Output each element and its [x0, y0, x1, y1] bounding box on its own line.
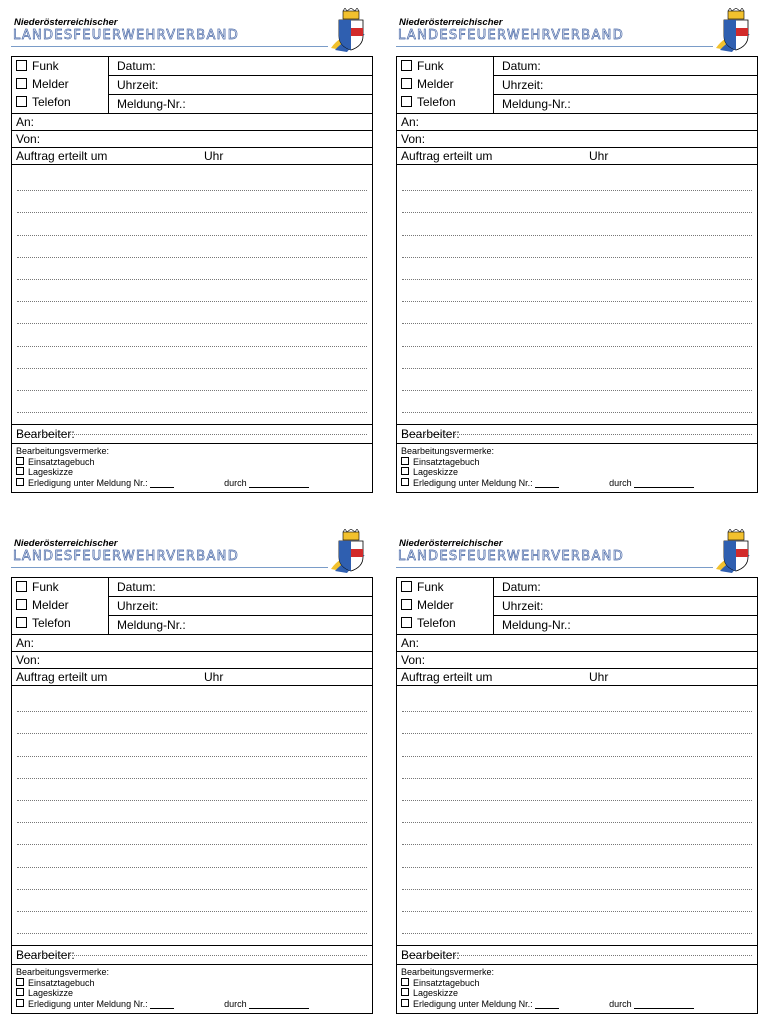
meldung-nr-field[interactable]: Meldung-Nr.: [117, 97, 186, 111]
writing-line [402, 236, 752, 258]
checkbox-telefon[interactable]: Telefon [12, 93, 108, 111]
checkbox-funk[interactable]: Funk [12, 57, 108, 75]
checkbox-square-icon[interactable] [401, 599, 412, 610]
writing-line [17, 690, 367, 712]
checkbox-erledigung[interactable]: Erledigung unter Meldung Nr.: durch [16, 478, 372, 489]
writing-line [402, 213, 752, 235]
checkbox-einsatztagebuch[interactable]: Einsatztagebuch [401, 457, 757, 468]
auftrag-field[interactable]: Auftrag erteilt um Uhr [397, 669, 757, 686]
von-field[interactable]: Von: [12, 131, 372, 148]
checkbox-square-icon[interactable] [401, 457, 409, 465]
checkbox-square-icon[interactable] [16, 60, 27, 71]
processing-notes [12, 444, 372, 492]
message-text-area[interactable] [12, 165, 372, 425]
checkbox-erledigung[interactable]: Erledigung unter Meldung Nr.: durch [401, 478, 757, 489]
writing-line [402, 191, 752, 213]
checkbox-square-icon[interactable] [401, 978, 409, 986]
organization-name: Niederösterreichischer [399, 538, 503, 549]
an-field[interactable]: An: [12, 635, 372, 652]
meldung-nr-blank[interactable] [535, 1008, 559, 1009]
checkbox-square-icon[interactable] [16, 478, 24, 486]
message-form [11, 56, 373, 493]
writing-line [17, 801, 367, 823]
writing-line [17, 779, 367, 801]
writing-line [402, 757, 752, 779]
checkbox-melder[interactable]: Melder [12, 75, 108, 93]
meldung-nr-field[interactable]: Meldung-Nr.: [502, 618, 571, 632]
writing-line [17, 890, 367, 912]
message-text-area[interactable] [12, 686, 372, 946]
von-field[interactable]: Von: [397, 131, 757, 148]
coat-of-arms-icon [329, 8, 369, 52]
writing-line [17, 757, 367, 779]
writing-line [402, 712, 752, 734]
form-header [396, 6, 758, 56]
organization-name: Niederösterreichischer [399, 17, 503, 28]
header-rule [11, 567, 328, 568]
brand-wordmark: LANDESFEUERWEHRVERBAND [13, 549, 240, 564]
writing-line [402, 890, 752, 912]
an-field[interactable]: An: [397, 114, 757, 131]
uhrzeit-field[interactable]: Uhrzeit: [494, 597, 757, 616]
writing-line [17, 280, 367, 302]
checkbox-melder[interactable]: Melder [397, 596, 493, 614]
organization-name: Niederösterreichischer [14, 17, 118, 28]
bearbeiter-field[interactable]: Bearbeiter: [12, 425, 372, 444]
von-field[interactable]: Von: [12, 652, 372, 669]
writing-line [17, 391, 367, 413]
notes-heading: Bearbeitungsvermerke: [401, 446, 495, 456]
checkbox-lageskizze[interactable]: Lageskizze [401, 467, 757, 478]
writing-line [17, 369, 367, 391]
checkbox-square-icon[interactable] [401, 617, 412, 628]
coat-of-arms-icon [329, 529, 369, 573]
message-form [396, 577, 758, 1014]
checkbox-telefon[interactable]: Telefon [12, 614, 108, 632]
notes-heading: Bearbeitungsvermerke: [401, 967, 495, 977]
writing-line [402, 391, 752, 413]
checkbox-square-icon[interactable] [401, 78, 412, 89]
meldung-nr-field[interactable]: Meldung-Nr.: [117, 618, 186, 632]
meldung-nr-field[interactable]: Meldung-Nr.: [502, 97, 571, 111]
writing-line [402, 302, 752, 324]
checkbox-melder[interactable]: Melder [397, 75, 493, 93]
writing-line [402, 845, 752, 867]
checkbox-funk[interactable]: Funk [397, 57, 493, 75]
message-form [11, 577, 373, 1014]
checkbox-erledigung[interactable]: Erledigung unter Meldung Nr.: durch [16, 999, 372, 1010]
meldung-nr-blank[interactable] [535, 487, 559, 488]
datum-field[interactable]: Datum: [494, 578, 757, 597]
writing-line [17, 191, 367, 213]
message-form-card [11, 6, 373, 493]
checkbox-square-icon[interactable] [401, 96, 412, 107]
writing-line [402, 690, 752, 712]
datum-field[interactable]: Datum: [109, 57, 372, 76]
checkbox-lageskizze[interactable]: Lageskizze [16, 467, 372, 478]
writing-line [402, 369, 752, 391]
form-header [396, 527, 758, 577]
writing-line [17, 347, 367, 369]
writing-line [402, 280, 752, 302]
writing-line [17, 324, 367, 346]
von-field[interactable]: Von: [397, 652, 757, 669]
notes-heading: Bearbeitungsvermerke: [16, 967, 110, 977]
writing-line [17, 169, 367, 191]
writing-line [402, 734, 752, 756]
writing-line [17, 912, 367, 934]
checkbox-square-icon[interactable] [16, 467, 24, 475]
checkbox-melder[interactable]: Melder [12, 596, 108, 614]
checkbox-square-icon[interactable] [16, 78, 27, 89]
datum-field[interactable]: Datum: [109, 578, 372, 597]
durch-blank[interactable] [634, 1008, 694, 1009]
bearbeiter-field[interactable]: Bearbeiter: [12, 946, 372, 965]
processing-notes [397, 965, 757, 1013]
uhrzeit-field[interactable]: Uhrzeit: [494, 76, 757, 95]
durch-blank[interactable] [249, 487, 309, 488]
checkbox-square-icon[interactable] [401, 581, 412, 592]
datum-field[interactable]: Datum: [494, 57, 757, 76]
durch-blank[interactable] [634, 487, 694, 488]
checkbox-einsatztagebuch[interactable]: Einsatztagebuch [16, 457, 372, 468]
an-field[interactable]: An: [397, 635, 757, 652]
checkbox-lageskizze[interactable]: Lageskizze [16, 988, 372, 999]
message-form [396, 56, 758, 493]
auftrag-field[interactable]: Auftrag erteilt um Uhr [397, 148, 757, 165]
checkbox-square-icon[interactable] [401, 988, 409, 996]
notes-heading: Bearbeitungsvermerke: [16, 446, 110, 456]
writing-line [17, 712, 367, 734]
message-text-area[interactable] [397, 165, 757, 425]
writing-line [402, 347, 752, 369]
checkbox-telefon[interactable]: Telefon [397, 614, 493, 632]
bearbeiter-field[interactable]: Bearbeiter: [397, 425, 757, 444]
checkbox-funk[interactable]: Funk [12, 578, 108, 596]
checkbox-square-icon[interactable] [16, 96, 27, 107]
checkbox-square-icon[interactable] [16, 999, 24, 1007]
checkbox-square-icon[interactable] [16, 988, 24, 996]
organization-name: Niederösterreichischer [14, 538, 118, 549]
writing-line [402, 801, 752, 823]
checkbox-square-icon[interactable] [16, 617, 27, 628]
meldung-nr-blank[interactable] [150, 1008, 174, 1009]
writing-line [17, 734, 367, 756]
message-form-card [11, 527, 373, 1014]
header-rule [396, 567, 713, 568]
writing-line [17, 868, 367, 890]
writing-line [402, 169, 752, 191]
checkbox-square-icon[interactable] [401, 60, 412, 71]
writing-line [402, 823, 752, 845]
writing-line [17, 302, 367, 324]
message-form-card [396, 6, 758, 493]
checkbox-square-icon[interactable] [401, 999, 409, 1007]
auftrag-field[interactable]: Auftrag erteilt um Uhr [12, 148, 372, 165]
an-field[interactable]: An: [12, 114, 372, 131]
checkbox-telefon[interactable]: Telefon [397, 93, 493, 111]
checkbox-square-icon[interactable] [16, 457, 24, 465]
checkbox-square-icon[interactable] [16, 581, 27, 592]
writing-line [17, 213, 367, 235]
checkbox-funk[interactable]: Funk [397, 578, 493, 596]
checkbox-square-icon[interactable] [16, 978, 24, 986]
durch-blank[interactable] [249, 1008, 309, 1009]
message-text-area[interactable] [397, 686, 757, 946]
meldung-nr-blank[interactable] [150, 487, 174, 488]
header-rule [396, 46, 713, 47]
writing-line [17, 236, 367, 258]
form-header [11, 527, 373, 577]
checkbox-lageskizze[interactable]: Lageskizze [401, 988, 757, 999]
brand-wordmark: LANDESFEUERWEHRVERBAND [13, 28, 240, 43]
brand-wordmark: LANDESFEUERWEHRVERBAND [398, 28, 625, 43]
writing-line [402, 779, 752, 801]
coat-of-arms-icon [714, 8, 754, 52]
writing-line [402, 868, 752, 890]
checkbox-einsatztagebuch[interactable]: Einsatztagebuch [16, 978, 372, 989]
uhrzeit-field[interactable]: Uhrzeit: [109, 76, 372, 95]
header-rule [11, 46, 328, 47]
bearbeiter-field[interactable]: Bearbeiter: [397, 946, 757, 965]
brand-wordmark: LANDESFEUERWEHRVERBAND [398, 549, 625, 564]
writing-line [17, 258, 367, 280]
checkbox-square-icon[interactable] [16, 599, 27, 610]
form-header [11, 6, 373, 56]
writing-line [402, 912, 752, 934]
auftrag-field[interactable]: Auftrag erteilt um Uhr [12, 669, 372, 686]
writing-line [17, 823, 367, 845]
uhrzeit-field[interactable]: Uhrzeit: [109, 597, 372, 616]
checkbox-erledigung[interactable]: Erledigung unter Meldung Nr.: durch [401, 999, 757, 1010]
checkbox-square-icon[interactable] [401, 478, 409, 486]
coat-of-arms-icon [714, 529, 754, 573]
processing-notes [397, 444, 757, 492]
writing-line [17, 845, 367, 867]
writing-line [402, 324, 752, 346]
writing-line [402, 258, 752, 280]
processing-notes [12, 965, 372, 1013]
checkbox-square-icon[interactable] [401, 467, 409, 475]
message-form-card [396, 527, 758, 1014]
checkbox-einsatztagebuch[interactable]: Einsatztagebuch [401, 978, 757, 989]
